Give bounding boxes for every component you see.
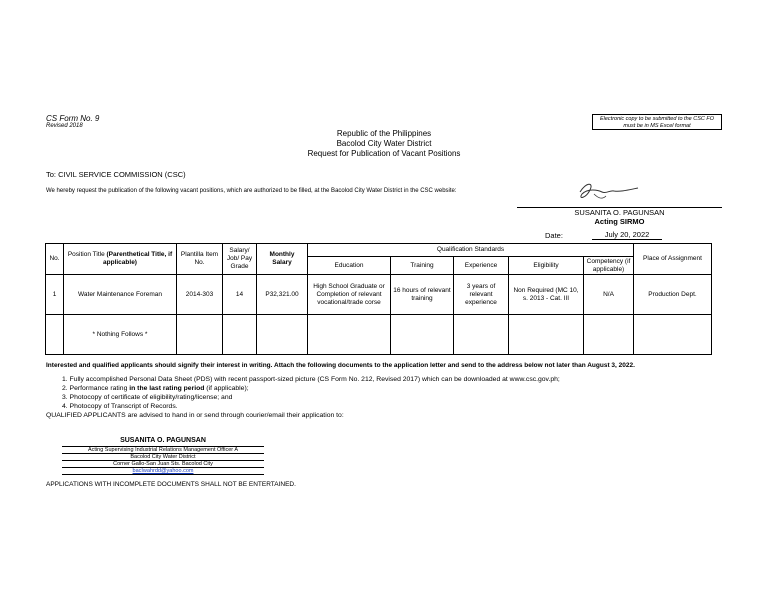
header-experience: Experience (454, 257, 509, 275)
electronic-note-line2: must be in MS Excel format (623, 123, 691, 129)
requirement-item-2-bold: in the last rating period (129, 385, 205, 392)
requirement-item-4: 4. Photocopy of Transcript of Records. (62, 403, 178, 410)
header-position-title-parenthetical: (Parenthetical Title, if applicable) (103, 251, 173, 266)
table-row-nothing-follows (46, 315, 712, 355)
contact-email-row (62, 467, 264, 475)
date-value: July 20, 2022 (592, 230, 662, 240)
requirement-item-3: 3. Photocopy of certificate of eligibility/rating/license; and (62, 394, 233, 401)
row-no: 1 (46, 275, 64, 315)
row-salary-grade: 14 (223, 275, 257, 315)
row-position-title: Water Maintenance Foreman (64, 275, 177, 315)
date-label: Date: (545, 231, 563, 240)
header-plantilla: Plantilla Item No. (177, 244, 223, 275)
contact-position: Acting Supervising Industrial Relations Management Officer A (62, 446, 264, 453)
request-text: We hereby request the publication of the following vacant positions, which are authorized to be filled, at the Bacolod City Water District in the CSC website: (46, 188, 457, 194)
header-no: No. (46, 244, 64, 275)
header-training: Training (391, 257, 454, 275)
vacant-positions-table (45, 243, 712, 355)
table-row (46, 275, 712, 315)
requirement-item-2-pre: 2. Performance rating (62, 385, 130, 392)
row-plantilla: 2014-303 (177, 275, 223, 315)
row-monthly-salary: P32,321.00 (257, 275, 308, 315)
header-competency: Competency (if applicable) (584, 257, 634, 275)
incomplete-documents-warning: APPLICATIONS WITH INCOMPLETE DOCUMENTS SHALL NOT BE ENTERTAINED. (46, 481, 296, 488)
signature-image (572, 178, 642, 204)
form-number: CS Form No. 9 (46, 114, 100, 123)
interested-instruction: Interested and qualified applicants should signify their interest in writing. Attach the following documents to the application letter and send to the address below not later than August 3, 2022. (46, 362, 635, 369)
header-qualification-standards: Qualification Standards (308, 244, 634, 257)
header-education: Education (308, 257, 391, 275)
form-revision: Revised 2018 (46, 123, 83, 129)
header-republic: Republic of the Philippines (336, 129, 432, 138)
row-place: Production Dept. (634, 275, 712, 315)
qualified-applicants-note: QUALIFIED APPLICANTS are advised to hand in or send through courier/email their application to: (46, 412, 344, 419)
contact-office: Bacolod City Water District (62, 453, 264, 460)
nothing-follows: * Nothing Follows * (64, 315, 177, 355)
header-monthly-salary: Monthly Salary (257, 244, 308, 275)
header-agency: Bacolod City Water District (336, 139, 432, 148)
contact-address: Corner Gallo-San Juan Sts. Bacolod City (62, 460, 264, 467)
contact-name: SUSANITA O. PAGUNSAN (120, 437, 206, 444)
requirement-item-2-post: (if applicable); (204, 385, 249, 392)
header-position-title (64, 244, 177, 275)
electronic-copy-note (592, 114, 722, 130)
requirements-list (62, 375, 560, 411)
header-position-title-main: Position Title (67, 251, 105, 258)
addressee: To: CIVIL SERVICE COMMISSION (CSC) (46, 170, 186, 179)
row-education: High School Graduate or Completion of relevant vocational/trade corse (308, 275, 391, 315)
row-experience: 3 years of relevant experience (454, 275, 509, 315)
row-eligibility: Non Required (MC 10, s. 2013 - Cat. III (509, 275, 584, 315)
signatory-title: Acting SIRMO (594, 217, 645, 226)
header-place-of-assignment: Place of Assignment (634, 244, 712, 275)
requirement-item-2 (62, 384, 560, 393)
header-eligibility: Eligibility (509, 257, 584, 275)
contact-block (62, 437, 264, 475)
header-request-title: Request for Publication of Vacant Positions (307, 149, 461, 158)
row-training: 16 hours of relevant training (391, 275, 454, 315)
row-competency: N/A (584, 275, 634, 315)
contact-email-link[interactable]: bacIwahrdd@yahoo.com (132, 468, 194, 474)
header-salary-grade: Salary/ Job/ Pay Grade (223, 244, 257, 275)
electronic-note-line1: Electronic copy to be submitted to the CSC FO (599, 116, 715, 122)
signatory-name: SUSANITA O. PAGUNSAN (574, 208, 665, 217)
requirement-item-1: 1. Fully accomplished Personal Data Sheet (PDS) with recent passport-sized picture (CS Form No. 212, Revised 2017) which can be downloaded at www.csc.gov.ph; (62, 376, 560, 383)
